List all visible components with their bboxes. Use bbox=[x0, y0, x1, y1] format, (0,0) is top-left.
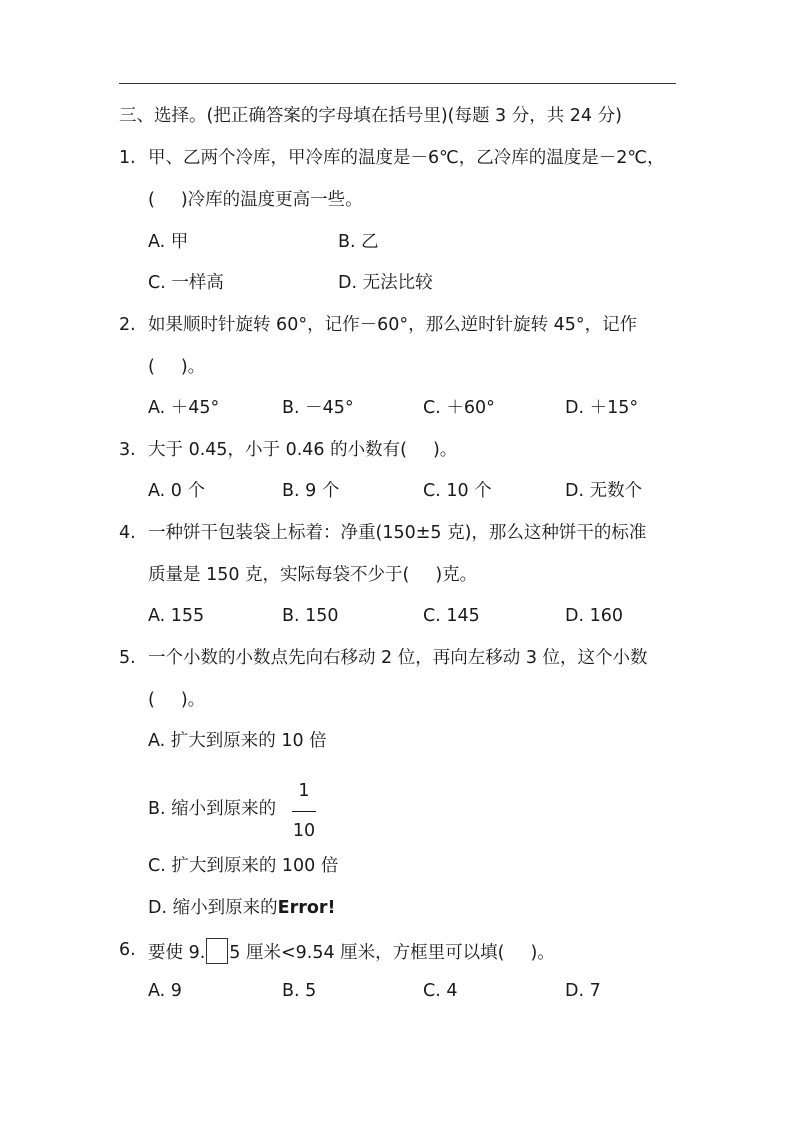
question-1-answer-line bbox=[148, 188, 363, 212]
question-4-text-line2 bbox=[148, 563, 477, 587]
answer-box[interactable] bbox=[206, 938, 228, 964]
option-c: C. 10 个 bbox=[423, 481, 492, 501]
question-1-number: 1. bbox=[119, 148, 136, 168]
answer-paren-close: )冷库的温度更高一些。 bbox=[180, 190, 363, 210]
question-2-text: 如果顺时针旋转 60°，记作－60°，那么逆时针旋转 45°，记作 bbox=[148, 315, 638, 335]
option-c: C. 4 bbox=[423, 981, 458, 1001]
fraction-one-tenth bbox=[292, 780, 316, 842]
question-4-text-pre: 质量是 150 克，实际每袋不少于( bbox=[148, 565, 410, 585]
option-d-error: Error! bbox=[277, 898, 336, 918]
option-d: D. ＋15° bbox=[565, 398, 639, 418]
question-6-text bbox=[148, 938, 555, 965]
question-5-answer-line bbox=[148, 688, 205, 712]
question-6-number: 6. bbox=[119, 940, 136, 960]
question-3-number: 3. bbox=[119, 440, 136, 460]
option-b: B. 5 bbox=[282, 981, 317, 1001]
option-d: D. 无法比较 bbox=[338, 273, 433, 293]
answer-paren-open: ( bbox=[148, 190, 155, 210]
option-c: C. ＋60° bbox=[423, 398, 495, 418]
question-3-text bbox=[148, 438, 457, 462]
option-c: C. 145 bbox=[423, 606, 480, 626]
option-a: A. 9 bbox=[148, 981, 182, 1001]
option-a: A. 0 个 bbox=[148, 481, 205, 501]
option-d-text: D. 缩小到原来的 bbox=[148, 898, 278, 918]
question-4-text-post: )克。 bbox=[435, 565, 478, 585]
question-2-answer-line bbox=[148, 355, 205, 379]
option-b: B. －45° bbox=[282, 398, 354, 418]
option-b: B. 150 bbox=[282, 606, 339, 626]
option-c: C. 扩大到原来的 100 倍 bbox=[148, 856, 339, 876]
option-b: B. 缩小到原来的 bbox=[148, 799, 277, 819]
answer-paren-close: )。 bbox=[180, 690, 206, 710]
question-6-text-end: )。 bbox=[530, 943, 555, 963]
answer-paren-open: ( bbox=[148, 357, 155, 377]
question-6-text-pre: 要使 9. bbox=[148, 943, 206, 963]
question-1-text: 甲、乙两个冷库，甲冷库的温度是－6℃，乙冷库的温度是－2℃， bbox=[148, 148, 665, 168]
question-6-text-mid: 5 厘米<9.54 厘米，方框里可以填( bbox=[229, 943, 505, 963]
fraction-numerator: 1 bbox=[298, 781, 310, 801]
header-rule bbox=[119, 83, 676, 84]
option-d: D. 无数个 bbox=[565, 481, 643, 501]
option-d bbox=[148, 896, 335, 920]
answer-paren-close: )。 bbox=[180, 357, 206, 377]
option-a: A. 155 bbox=[148, 606, 205, 626]
answer-paren-open: ( bbox=[148, 690, 155, 710]
fraction-denominator: 10 bbox=[292, 821, 316, 841]
option-d: D. 7 bbox=[565, 981, 601, 1001]
option-a: A. 甲 bbox=[148, 232, 189, 252]
question-2-number: 2. bbox=[119, 315, 136, 335]
question-3-text-post: )。 bbox=[432, 440, 458, 460]
option-b: B. 9 个 bbox=[282, 481, 340, 501]
question-3-text-pre: 大于 0.45，小于 0.46 的小数有( bbox=[148, 440, 407, 460]
question-4-text: 一种饼干包装袋上标着：净重(150±5 克)，那么这种饼干的标准 bbox=[148, 523, 647, 543]
question-5-text: 一个小数的小数点先向右移动 2 位，再向左移动 3 位，这个小数 bbox=[148, 648, 648, 668]
section-title: 三、选择。(把正确答案的字母填在括号里)(每题 3 分，共 24 分) bbox=[119, 106, 622, 126]
fraction-bar bbox=[292, 811, 316, 812]
option-b: B. 乙 bbox=[338, 232, 379, 252]
option-c: C. 一样高 bbox=[148, 273, 224, 293]
option-a: A. 扩大到原来的 10 倍 bbox=[148, 731, 327, 751]
option-d: D. 160 bbox=[565, 606, 624, 626]
question-5-number: 5. bbox=[119, 648, 136, 668]
option-a: A. ＋45° bbox=[148, 398, 220, 418]
question-4-number: 4. bbox=[119, 523, 136, 543]
